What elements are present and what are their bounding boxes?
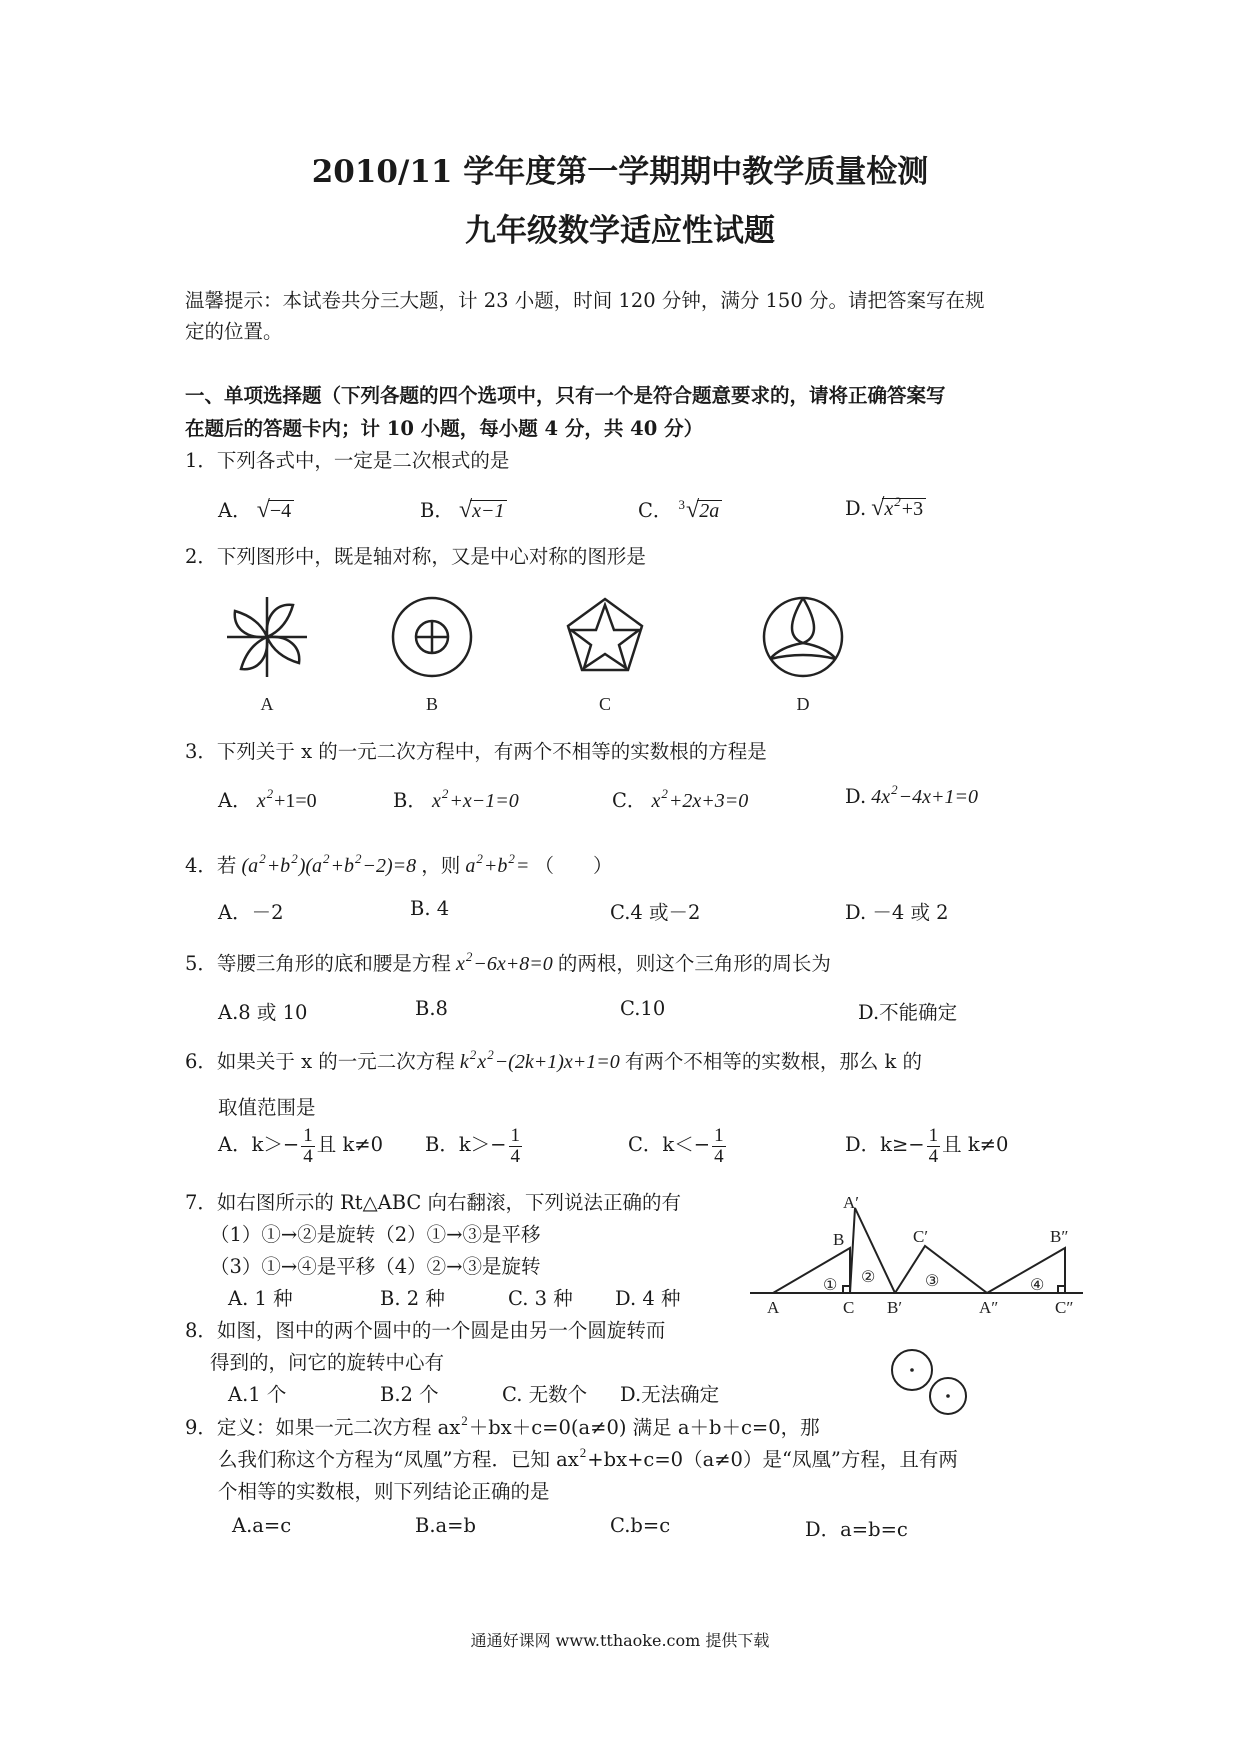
q1-d-tail: +3 (901, 498, 924, 520)
q7-fig-a: A (767, 1298, 780, 1315)
q3-option-b (393, 785, 519, 813)
q4-s2: 2 (291, 851, 298, 866)
q9-prefix: 9．定义：如果一元二次方程 ax (185, 1416, 461, 1439)
q1-d-label: D. (845, 497, 867, 520)
q6-option-b (425, 1126, 524, 1167)
q4-s3: 2 (323, 851, 330, 866)
q4-f3: = (515, 855, 530, 877)
q5-stem (185, 948, 831, 976)
q3-option-c (612, 785, 748, 813)
q6-a-label: A．k＞− (218, 1133, 300, 1156)
q1-a-expr: −4 (268, 500, 294, 521)
q2-stem: 2．下列图形中，既是轴对称，又是中心对称的图形是 (185, 545, 646, 568)
q5-option-b: B.8 (415, 997, 448, 1020)
q2-label-c: C (598, 694, 612, 714)
q9-option-a: A.a=c (232, 1514, 292, 1537)
q4-e1: (a (241, 855, 259, 877)
q8-option-c: C. 无数个 (502, 1383, 588, 1406)
q6-prefix: 6．如果关于 x 的一元二次方程 (185, 1050, 455, 1073)
q3-a-e1: x (256, 790, 266, 812)
q6-c-num: 1 (714, 1125, 724, 1146)
q1-option-b: B． √x−1 (420, 495, 507, 524)
q7-fig-bp: B′ (887, 1298, 903, 1315)
q6-a-tail: 且 k≠0 (316, 1133, 384, 1156)
q6-b-den: 4 (510, 1146, 520, 1167)
q3-option-a (218, 785, 317, 813)
q1-b-expr: x−1 (470, 500, 507, 521)
q4-s1: 2 (259, 851, 266, 866)
q2-figure-star-pentagon (568, 599, 642, 670)
q3-b-e1: x (431, 790, 441, 812)
q5-option-c: C.10 (620, 997, 666, 1020)
q7-fig-n3: ③ (925, 1273, 940, 1290)
q4-option-d: D. －4 或 2 (845, 901, 949, 924)
q2-figure-pinwheel (227, 597, 307, 677)
q5-prefix: 5．等腰三角形的底和腰是方程 (185, 952, 451, 975)
q3-a-e2: 2 (266, 786, 274, 801)
q4-e4: +b (330, 855, 355, 877)
q6-d-den: 4 (928, 1146, 939, 1167)
q4-mid: ，则 (421, 854, 461, 877)
notice-line-2: 定的位置。 (185, 320, 283, 343)
q7-fig-c: C (843, 1298, 855, 1315)
q9-option-c: C.b=c (610, 1514, 671, 1537)
q8-option-b: B.2 个 (380, 1383, 439, 1406)
q6-b-num: 1 (510, 1125, 520, 1146)
q6-e1: k (459, 1051, 469, 1073)
q3-b-e2: 2 (441, 786, 449, 801)
q7-fig-b: B (833, 1230, 845, 1249)
q9-option-d: D．a=b=c (805, 1518, 908, 1541)
q9-s2: 2 (579, 1445, 587, 1460)
q8-figure (880, 1340, 980, 1425)
q6-b-label: B．k＞− (425, 1133, 507, 1156)
notice-line-1: 温馨提示：本试卷共分三大题，计 23 小题，时间 120 分钟，满分 150 分。请把答案写在规 (185, 289, 985, 312)
section-heading-line-2: 在题后的答题卡内；计 10 小题，每小题 4 分，共 40 分） (185, 417, 704, 440)
q1-c-label: C． (638, 499, 673, 522)
q9-line-2 (218, 1444, 958, 1472)
q8-line-2: 得到的，问它的旋转中心有 (210, 1351, 445, 1374)
q6-stem (185, 1046, 922, 1074)
q6-a-den: 4 (303, 1146, 313, 1167)
q6-line-2: 取值范围是 (218, 1096, 316, 1119)
q3-c-label: C． (612, 789, 647, 812)
q4-t2: 2 (508, 851, 515, 866)
q7-fig-n1: ① (823, 1277, 838, 1294)
q3-option-d (845, 782, 978, 809)
q7-fig-c2: C″ (1055, 1298, 1074, 1315)
q9-option-b: B.a=b (415, 1514, 476, 1537)
q1-c-index: 3 (678, 497, 686, 512)
q5-option-d: D.不能确定 (858, 1001, 958, 1024)
q3-d-e2: 2 (891, 782, 898, 797)
q1-b-label: B． (420, 499, 454, 522)
q3-b-e3: +x−1=0 (449, 790, 519, 812)
q1-option-d: D. $√x^2+3$ (845, 495, 926, 522)
q3-c-e3: +2x+3=0 (668, 790, 749, 812)
q3-d-e1: 4x (871, 786, 891, 808)
q7-fig-n4: ④ (1030, 1277, 1045, 1294)
q6-c-den: 4 (714, 1146, 724, 1167)
page-subtitle: 九年级数学适应性试题 (465, 213, 775, 249)
q4-option-a: A．－2 (218, 901, 284, 924)
q4-f2: +b (483, 855, 508, 877)
page-footer: 通通好课网 www.tthaoke.com 提供下载 (470, 1631, 770, 1650)
q6-suffix: 有两个不相等的实数根，那么 k 的 (624, 1050, 923, 1073)
q4-s4: 2 (355, 851, 362, 866)
q3-c-e2: 2 (661, 786, 668, 801)
q4-t1: 2 (476, 851, 483, 866)
q6-e2: x (477, 1051, 487, 1073)
q2-label-d: D (796, 694, 810, 714)
q6-option-d (845, 1126, 1008, 1167)
q7-line-1: （1）①→②是旋转（2）①→③是平移 (210, 1223, 541, 1246)
q9-s1: 2 (461, 1413, 468, 1428)
q1-a-label: A． (218, 499, 252, 522)
q7-figure (745, 1190, 1090, 1315)
q7-option-b: B. 2 种 (380, 1287, 445, 1310)
q8-option-a: A.1 个 (228, 1383, 287, 1406)
q6-d-label: D．k≥− (845, 1133, 925, 1156)
q9-l2a: 么我们称这个方程为“凤凰”方程．已知 ax (218, 1448, 579, 1471)
q3-d-label: D. (845, 785, 867, 808)
q5-option-a: A.8 或 10 (218, 1001, 308, 1024)
q3-c-e1: x (651, 790, 661, 812)
q3-a-label: A． (218, 789, 252, 812)
q7-option-a: A. 1 种 (228, 1287, 293, 1310)
q6-e3: −(2k+1)x+1=0 (494, 1051, 620, 1073)
q1-c-expr: 2a (697, 500, 722, 521)
q9-line-1 (185, 1412, 820, 1440)
q7-option-d: D. 4 种 (615, 1287, 681, 1310)
section-heading-line-1: 一、单项选择题（下列各题的四个选项中，只有一个是符合题意要求的，请将正确答案写 (185, 384, 946, 407)
q5-s1: 2 (465, 949, 473, 964)
q8-option-d: D.无法确定 (620, 1383, 720, 1406)
q3-stem: 3．下列关于 x 的一元二次方程中，有两个不相等的实数根的方程是 (185, 740, 767, 763)
q4-stem (185, 850, 612, 878)
q1-d-exp: 2 (894, 494, 901, 509)
q6-d-tail: 且 k≠0 (942, 1133, 1009, 1156)
q1-option-c: C． $^3$√2a (638, 495, 722, 524)
q4-e5: −2)=8 (362, 855, 417, 877)
q1-stem: 1．下列各式中，一定是二次根式的是 (185, 449, 510, 472)
q3-d-e3: −4x+1=0 (898, 786, 978, 808)
q4-e2: +b (266, 855, 291, 877)
q9-line-3: 个相等的实数根，则下列结论正确的是 (218, 1480, 550, 1503)
q4-option-b: B. 4 (410, 897, 450, 920)
q2-figure-circles (393, 598, 471, 676)
q4-e3: )(a (298, 855, 323, 877)
q5-e1: x (456, 953, 465, 975)
q6-a-num: 1 (303, 1125, 313, 1146)
q3-b-label: B． (393, 789, 427, 812)
q6-c-label: C．k＜− (628, 1133, 711, 1156)
q2-label-a: A (260, 694, 274, 714)
q8-line-1: 8．如图，图中的两个圆中的一个圆是由另一个圆旋转而 (185, 1319, 666, 1342)
q6-s2: 2 (487, 1047, 494, 1062)
q4-prefix: 4．若 (185, 854, 237, 877)
q1-d-base: x (884, 498, 894, 520)
q1-option-a: A． √−4 (218, 495, 294, 524)
q4-blank: （ ） (534, 854, 613, 877)
q7-stem: 7．如右图所示的 Rt△ABC 向右翻滚，下列说法正确的有 (185, 1191, 682, 1214)
q7-fig-c1: C′ (913, 1227, 929, 1246)
q7-fig-a1: A′ (843, 1193, 859, 1212)
q9-l2b: +bx+c=0（a≠0）是“凤凰”方程，且有两 (587, 1448, 958, 1471)
q7-option-c: C. 3 种 (508, 1287, 573, 1310)
q7-fig-a2: A″ (979, 1298, 999, 1315)
q6-d-num: 1 (928, 1125, 939, 1146)
q7-fig-n2: ② (861, 1269, 876, 1286)
q9-mid: ＋bx＋c=0(a≠0) 满足 a＋b＋c=0，那 (468, 1416, 820, 1439)
q6-option-a (218, 1126, 383, 1167)
q7-fig-b2: B″ (1050, 1227, 1069, 1246)
q4-option-c: C.4 或－2 (610, 901, 701, 924)
page-title: 2010/11 学年度第一学期期中教学质量检测 (311, 154, 929, 190)
q5-suffix: 的两根，则这个三角形的周长为 (557, 952, 831, 975)
q7-line-2: （3）①→④是平移（4）②→③是旋转 (210, 1255, 541, 1278)
q2-figures (215, 585, 855, 715)
q5-e2: −6x+8=0 (473, 953, 553, 975)
q3-a-e3: +1=0 (274, 790, 317, 812)
q6-s1: 2 (469, 1047, 477, 1062)
q6-option-c (628, 1126, 728, 1167)
q4-f1: a (465, 855, 476, 877)
q2-label-b: B (425, 694, 439, 714)
q2-figure-trefoil (764, 598, 842, 676)
